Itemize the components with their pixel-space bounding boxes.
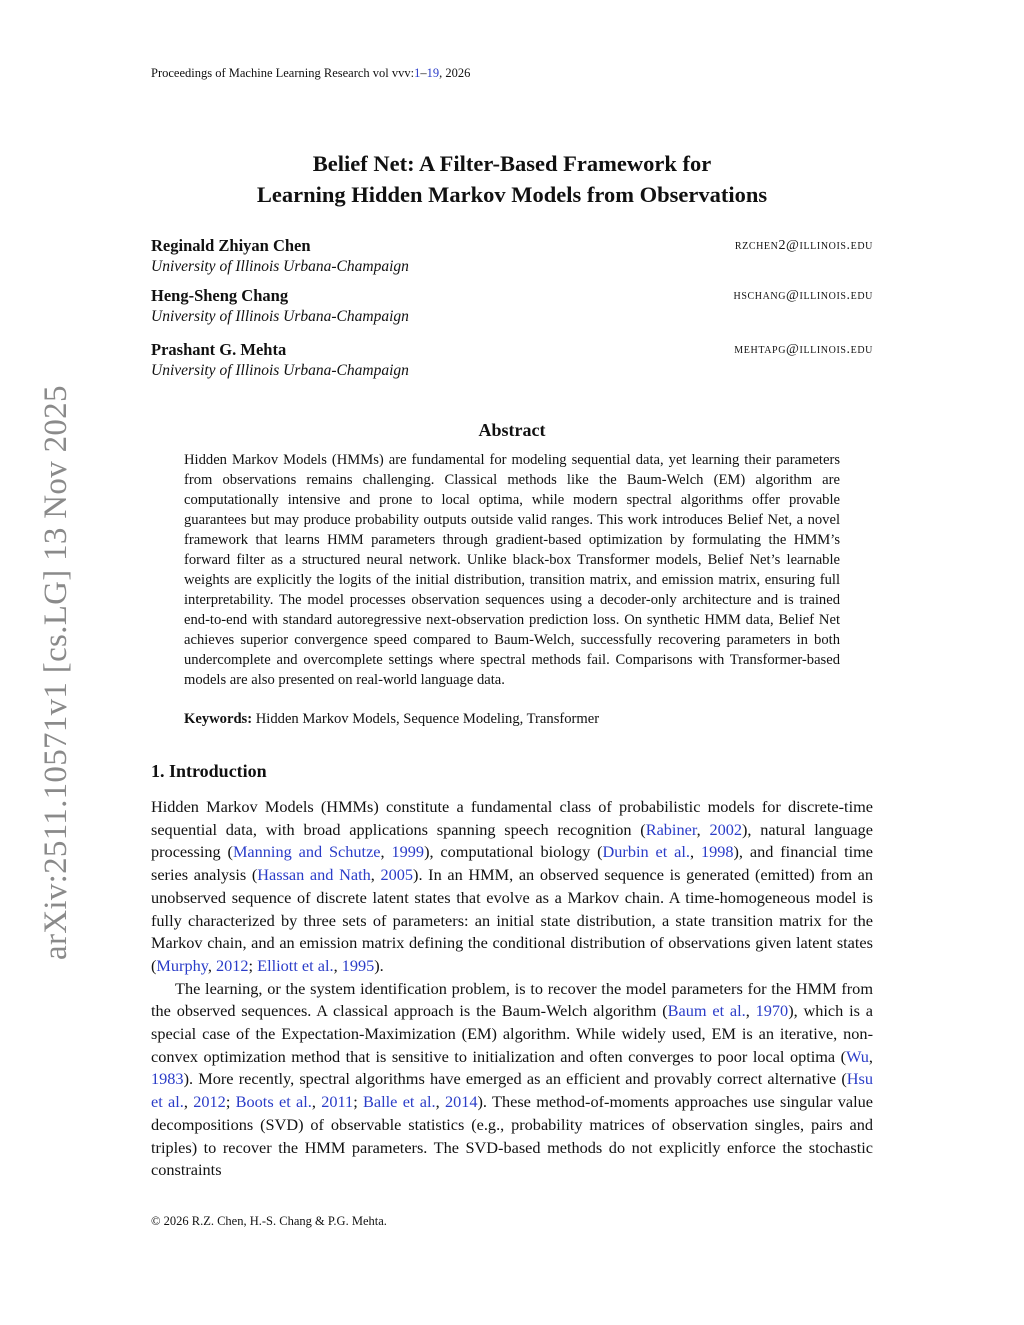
paragraph-text: ,	[370, 865, 381, 885]
paragraph-text: ), and financial time series analysis (	[151, 842, 874, 885]
section-heading-introduction: 1. Introduction	[151, 761, 267, 781]
citation-link[interactable]: Hsu et al.	[151, 1069, 873, 1112]
citation-link[interactable]: Murphy	[156, 955, 208, 975]
citation-link[interactable]: Hassan and Nath	[257, 865, 371, 885]
author-email[interactable]: hschang@illinois.edu	[733, 288, 873, 303]
page-end-link[interactable]: 19	[426, 66, 440, 80]
paragraph-text: ;	[225, 1092, 236, 1112]
author-affiliation: University of Illinois Urbana-Champaign	[151, 362, 409, 379]
author-email[interactable]: rzchen2@illinois.edu	[734, 238, 873, 253]
author-affiliation: University of Illinois Urbana-Champaign	[151, 258, 409, 275]
author-affiliation: University of Illinois Urbana-Champaign	[151, 308, 409, 325]
citation-link[interactable]: 2014	[444, 1092, 478, 1112]
citation-link[interactable]: 2012	[193, 1092, 226, 1112]
paragraph-text: ,	[333, 955, 342, 975]
paragraph-text: The learning, or the system identification problem, is to recover the model parameters for the HMM from the observed sequences. A classical approach is the Baum-Welch algorithm (	[151, 978, 873, 1021]
author-block-2	[151, 286, 873, 326]
journal-year: , 2026	[439, 66, 471, 80]
keywords-line	[184, 711, 840, 728]
paragraph-text: ,	[435, 1092, 445, 1112]
keywords-list: Hidden Markov Models, Sequence Modeling, Transformer	[255, 711, 600, 727]
paragraph-text: ,	[380, 842, 392, 862]
author-email[interactable]: mehtapg@illinois.edu	[734, 342, 873, 357]
paragraph-text: ). These method-of-moments approaches use singular value decompositions (SVD) of observable statistics (e.g., probability matrices of observation singles, pairs and triples) to recover the HMM parameters. The SVD-based methods do not explicitly enforce the stochastic constraints	[151, 1092, 873, 1180]
paragraph-text: ,	[311, 1092, 322, 1112]
title-line-2: Learning Hidden Markov Models from Observations	[256, 182, 768, 207]
intro-paragraph-1	[151, 796, 873, 978]
author-block-3	[151, 340, 873, 380]
paragraph-text: ), which is a special case of the Expectation-Maximization (EM) algorithm. While widely used, EM is an iterative, non-convex optimization method that is sensitive to initialization and often converges to poor local optima (	[151, 1001, 874, 1066]
journal-header	[151, 66, 470, 81]
citation-link[interactable]: 1999	[391, 842, 425, 862]
author-name: Reginald Zhiyan Chen	[151, 236, 311, 255]
citation-link[interactable]: Durbin et al.	[602, 842, 690, 862]
abstract-heading: Abstract	[478, 420, 546, 440]
citation-link[interactable]: 2005	[380, 865, 414, 885]
citation-link[interactable]: 1998	[700, 842, 734, 862]
citation-link[interactable]: Boots et al.	[235, 1092, 312, 1112]
citation-link[interactable]: Baum et al.	[667, 1001, 746, 1021]
citation-link[interactable]: 1995	[341, 955, 375, 975]
journal-name: Proceedings of Machine Learning Research vol vvv:	[151, 66, 415, 80]
author-name: Prashant G. Mehta	[151, 340, 287, 359]
paragraph-text: ,	[745, 1001, 756, 1021]
citation-link[interactable]: 2011	[321, 1092, 354, 1112]
citation-link[interactable]: 2012	[215, 955, 249, 975]
paragraph-text: ;	[353, 1092, 364, 1112]
paragraph-text: ).	[374, 955, 384, 975]
author-block-1	[151, 236, 873, 276]
paragraph-text: ,	[207, 955, 216, 975]
citation-link[interactable]: Manning and Schutze	[232, 842, 381, 862]
paragraph-text: ,	[696, 819, 710, 839]
citation-link[interactable]: 1983	[151, 1069, 184, 1089]
citation-link[interactable]: 1970	[755, 1001, 789, 1021]
citation-link[interactable]: Balle et al.	[363, 1092, 436, 1112]
title-line-1: Belief Net: A Filter-Based Framework for	[312, 151, 712, 176]
page-start-link[interactable]: 1	[414, 66, 421, 80]
arxiv-sidebar-stamp: arXiv:2511.10571v1 [cs.LG] 13 Nov 2025	[38, 385, 74, 960]
copyright-footer: © 2026 R.Z. Chen, H.-S. Chang & P.G. Mehta.	[151, 1214, 387, 1228]
page-range-dash: –	[420, 66, 427, 80]
paragraph-text: Hidden Markov Models (HMMs) constitute a fundamental class of probabilistic models for discrete-time sequential data, with broad applications spanning speech recognition (	[151, 797, 873, 839]
citation-link[interactable]: Wu	[846, 1046, 869, 1066]
introduction-body	[151, 796, 873, 1182]
author-name: Heng-Sheng Chang	[151, 286, 289, 305]
citation-link[interactable]: Elliott et al.	[257, 955, 334, 975]
paragraph-text: ), natural language processing (	[151, 819, 873, 862]
paper-title	[151, 148, 873, 210]
abstract-text: Hidden Markov Models (HMMs) are fundamental for modeling sequential data, yet learning their parameters from observations remains challenging. Classical methods like the Baum-Welch (EM) algorithm are computationally intensive and prone to local optima, while modern spectral algorithms offer provable guarantees but may produce probability outputs outside valid ranges. This work introduces Belief Net, a novel framework that learns HMM parameters through gradient-based optimization by formulating the HMM’s forward filter as a structured neural network. Unlike black-box Transformer models, Belief Net’s learnable weights are explicitly the logits of the initial distribution, transition matrix, and emission matrix, ensuring full interpretability. The model processes observation sequences using a decoder-only architecture and is trained end-to-end with standard autoregressive next-observation prediction loss. On synthetic HMM data, Belief Net achieves superior convergence speed compared to Baum-Welch, successfully recovering parameters in both undercomplete and overcomplete settings where spectral methods fail. Comparisons with Transformer-based models are also presented on real-world language data.	[184, 452, 840, 688]
citation-link[interactable]: 2002	[709, 819, 742, 839]
paragraph-text: ,	[868, 1046, 873, 1066]
citation-link[interactable]: Rabiner	[645, 819, 697, 839]
paragraph-text: ,	[689, 842, 701, 862]
paragraph-text: ). More recently, spectral algorithms have emerged as an efficient and provably correct alternative (	[183, 1069, 847, 1089]
paragraph-text: ,	[183, 1092, 194, 1112]
paragraph-text: ;	[248, 955, 258, 975]
keywords-label: Keywords:	[184, 711, 253, 727]
paragraph-text: ), computational biology (	[424, 842, 603, 862]
paragraph-text: ). In an HMM, an observed sequence is generated (emitted) from an unobserved sequence of discrete latent states that evolve as a Markov chain. A time-homogeneous model is fully characterized by three sets of parameters: an initial state distribution, a state transition matrix for the Markov chain, and an emission matrix defining the conditional distribution of observations given latent states (	[151, 865, 874, 975]
intro-paragraph-2	[151, 978, 873, 1182]
